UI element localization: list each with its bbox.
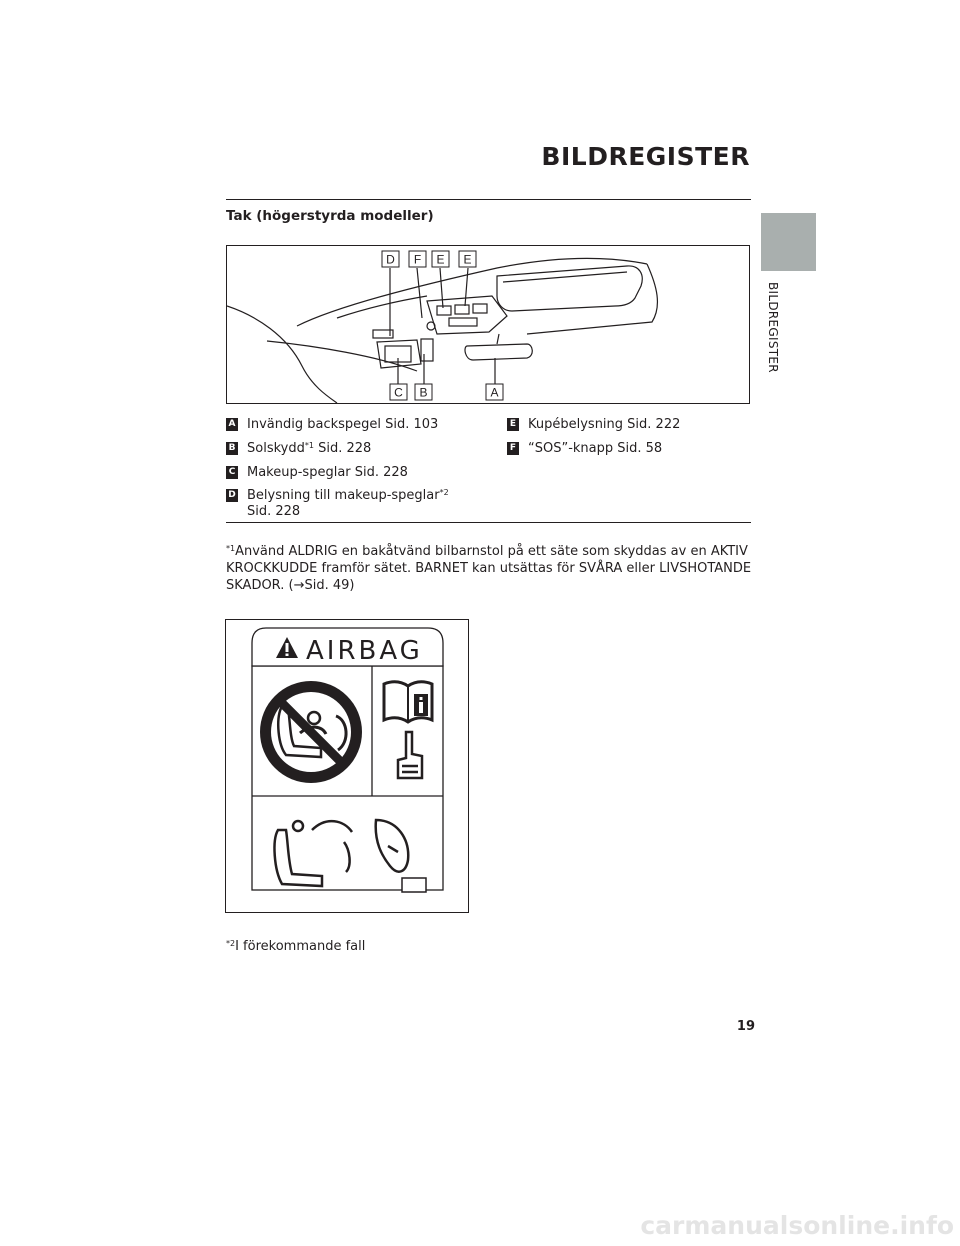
caption-page-d: Sid. 228 <box>247 504 301 519</box>
caption-letter-f: F <box>507 442 519 455</box>
ceiling-illustration <box>226 245 750 404</box>
callout-a: A <box>490 385 499 400</box>
caption-letter-d: D <box>226 489 238 502</box>
callout-b: B <box>419 385 428 400</box>
ceiling-drawing <box>227 246 749 403</box>
page-title: BILDREGISTER <box>541 142 750 171</box>
watermark <box>640 1208 960 1242</box>
caption-text-b: Solskydd <box>247 441 305 456</box>
caption-f <box>507 440 747 457</box>
caption-text-f: “SOS”-knapp Sid. 58 <box>528 441 663 456</box>
footnote-2-marker: *2 <box>226 939 236 948</box>
airbag-deploy-icon <box>275 820 409 886</box>
caption-d <box>226 487 466 521</box>
footnote-1-line-2: KROCKKUDDE framför sätet. BARNET kan utsättas för SVÅRA eller LIVSHOTANDE <box>226 561 752 576</box>
footnote-1-marker: *1 <box>226 544 236 553</box>
pointing-finger-icon <box>398 732 422 778</box>
callout-e1: E <box>436 252 445 267</box>
footnote-1-line-1: Använd ALDRIG en bakåtvänd bilbarnstol på ett säte som skyddas av en AKTIV <box>235 544 748 559</box>
caption-letter-a: A <box>226 418 238 431</box>
footnote-2 <box>226 938 756 955</box>
airbag-warning-drawing <box>226 620 468 912</box>
no-rear-facing-seat-icon <box>260 681 362 783</box>
footnote-ref-1: *1 <box>304 441 314 450</box>
callout-f: F <box>413 252 422 267</box>
page-number: 19 <box>736 1019 755 1034</box>
caption-text-a: Invändig backspegel Sid. 103 <box>247 417 439 432</box>
callout-c: C <box>394 385 403 400</box>
footnote-ref-2: *2 <box>439 488 449 497</box>
callout-e2: E <box>463 252 472 267</box>
section-title: Tak (högerstyrda modeller) <box>226 208 434 224</box>
airbag-title: AIRBAG <box>306 636 423 666</box>
caption-letter-b: B <box>226 442 238 455</box>
airbag-warning-label <box>225 619 469 913</box>
caption-text-d: Belysning till makeup-speglar <box>247 488 440 503</box>
footnote-2-text: I förekommande fall <box>235 939 366 954</box>
caption-e <box>507 416 747 433</box>
caption-c <box>226 464 466 481</box>
header-divider <box>226 199 751 200</box>
watermark-text: carmanualsonline.info <box>640 1211 954 1240</box>
footnote-1-line-3: SKADOR. (→Sid. 49) <box>226 578 355 593</box>
caption-letter-e: E <box>507 418 519 431</box>
captions-divider <box>226 522 751 523</box>
blank-plate-icon <box>402 878 426 892</box>
caption-b <box>226 440 466 457</box>
caption-text-c: Makeup-speglar Sid. 228 <box>247 465 408 480</box>
footnote-1 <box>226 543 756 594</box>
caption-letter-c: C <box>226 466 238 479</box>
caption-a <box>226 416 466 433</box>
caption-page-b: Sid. 228 <box>313 441 372 456</box>
side-tab-marker <box>761 213 816 271</box>
side-tab-label: BILDREGISTER <box>766 282 780 373</box>
manual-book-icon <box>384 682 432 722</box>
callout-d: D <box>386 252 395 267</box>
caption-text-e: Kupébelysning Sid. 222 <box>528 417 681 432</box>
